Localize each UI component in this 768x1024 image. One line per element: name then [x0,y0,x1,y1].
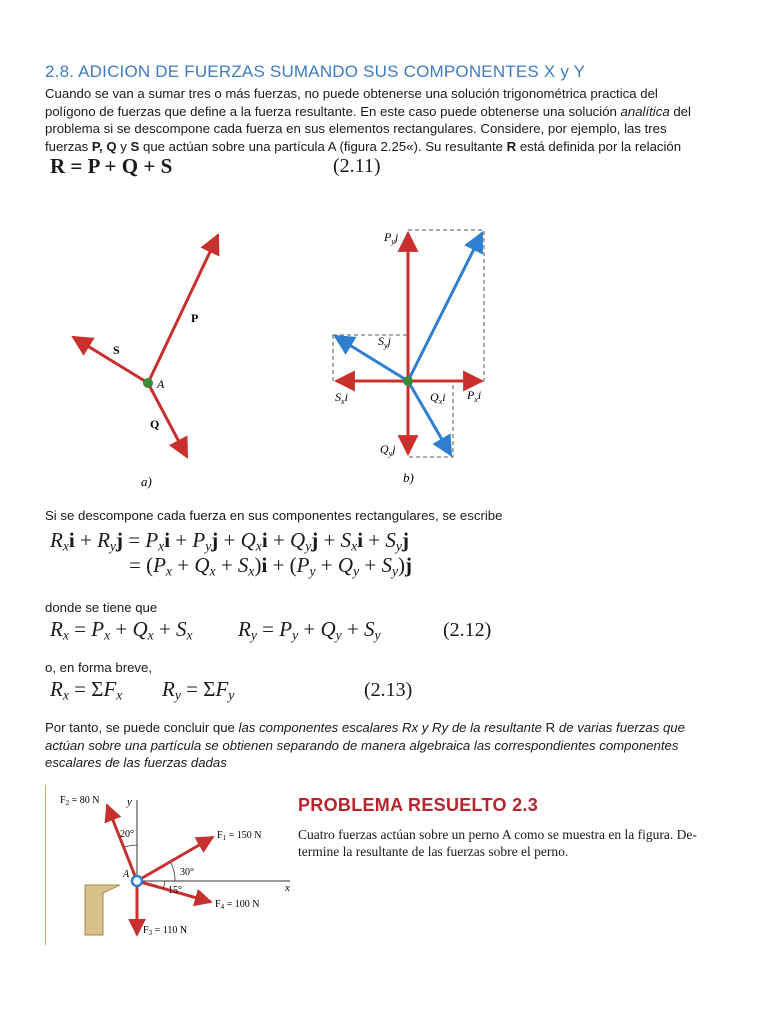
bolt-a [132,876,142,886]
support-bracket [85,885,120,935]
conclusion-em2-line2: actúan sobre una partícula se obtienen separando de manera algebraica las correspondientes componentes [45,737,679,753]
problem-figure [45,785,295,945]
label-f3: $F_3 = 110$ N [143,925,188,937]
equation-2-13-ry: $R_y = \Sigma F_y$ [162,677,235,703]
intro-pq: P, Q [91,138,117,154]
point-a-label: A [123,869,130,880]
intro-line-4a: fuerzas [45,138,92,154]
problem-text-line1: Cuatro fuerzas actúan sobre un perno A como se muestra en la figura. De- [298,827,697,842]
force-s-blue-arrow [335,336,408,381]
problem-text-line2: termine la resultante de las fuerzas sobre el perno. [298,844,569,859]
problem-title: PROBLEMA RESUELTO 2.3 [298,795,539,815]
axis-y-label: y [127,796,132,808]
equation-2-12-ry: $R_y = P_y + Q_y + S_y$ [238,617,381,643]
intro-line-2: polígono de fuerzas que define a la fuerza resultante. En este caso puede obtenerse una solución [45,103,621,119]
label-pxi: $P_xi$ [467,388,482,404]
intro-analitica: analítica [620,103,670,119]
force-p-blue-arrow [408,233,482,381]
particle-a [143,378,153,388]
intro-line-2-end: del [669,103,691,119]
intro-line-3: problema si se descompone cada fuerza en sus elementos rectangulares. Considere, por ejemplo, las tres [45,121,667,136]
label-pyj: $P_yj$ [384,230,399,246]
intro-line-4e: que actúan sobre una partícula A (figura 2.25«). Su resultante [139,138,507,154]
label-p: P [191,311,199,325]
label-a: A [157,377,165,391]
label-qxi: $Q_xi$ [430,390,446,406]
equation-2-12-number: (2.12) [443,619,492,641]
conclusion-start: Por tanto, se puede concluir que [45,720,239,735]
label-s: S [113,343,120,357]
conclusion-em1: las componentes escalares Rx y Ry de la resultante [238,720,543,735]
conclusion-em2-line1: de varias fuerzas que [558,720,685,735]
intro-paragraph [45,85,735,155]
equation-2-11-number: (2.11) [333,155,381,177]
axis-x-label: x [285,882,290,894]
force-f2-arrow [107,805,137,881]
caption-b: b) [403,470,414,485]
force-p-arrow [148,235,218,383]
intro-r: R [506,138,517,154]
force-s-arrow [73,337,148,383]
conclusion-paragraph [45,719,735,772]
equation-2-12-rx: $R_x = P_x + Q_x + S_x$ [50,617,193,643]
text-descompone: Si se descompone cada fuerza en sus componentes rectangulares, se escribe [45,508,503,523]
label-sxi: $S_xi$ [335,390,348,406]
intro-line-1: Cuando se van a sumar tres o más fuerzas, no puede obtenerse una solución trigonométrica practica del [45,86,658,101]
text-donde: donde se tiene que [45,600,158,615]
label-f4: $F_4 = 100$ N [215,899,260,911]
section-heading: 2.8. ADICION DE FUERZAS SUMANDO SUS COMPONENTES X y Y [45,62,586,81]
equation-2-13-number: (2.13) [364,679,413,701]
caption-a: a) [141,474,152,489]
label-q: Q [150,417,160,431]
angle-30: 30° [180,867,194,878]
text-breve: o, en forma breve, [45,660,153,675]
equation-components-line1: $R_xi + R_yj = P_xi + P_yj + Q_xi + Q_yj + S_xi + S_yj$ [50,528,409,554]
angle-20: 20° [120,829,134,840]
label-qyj: $Q_yj$ [380,442,396,458]
label-f2: $F_2 = 80$ N [60,795,100,807]
intro-y: y [116,138,131,154]
equation-2-13-rx: $R_x = \Sigma F_x$ [50,677,123,703]
conclusion-em2-line3: escalares de las fuerzas dadas [45,755,227,770]
figure-b [320,215,500,495]
conclusion-mid: R [542,720,559,735]
equation-components-line2: = $(P_x + Q_x + S_x)i + (P_y + Q_y + S_y)j$ [129,553,413,579]
equation-2-11: R = P + Q + S [50,154,173,178]
intro-line-4g: está definida por la relación [516,138,682,154]
label-f1: $F_1 = 150$ N [217,830,262,842]
figure-a [55,220,255,500]
angle-15: 15° [168,885,182,896]
label-syj: $S_yj$ [378,334,391,350]
problem-text [298,826,728,860]
particle-a-b [403,376,413,386]
intro-s: S [130,138,140,154]
